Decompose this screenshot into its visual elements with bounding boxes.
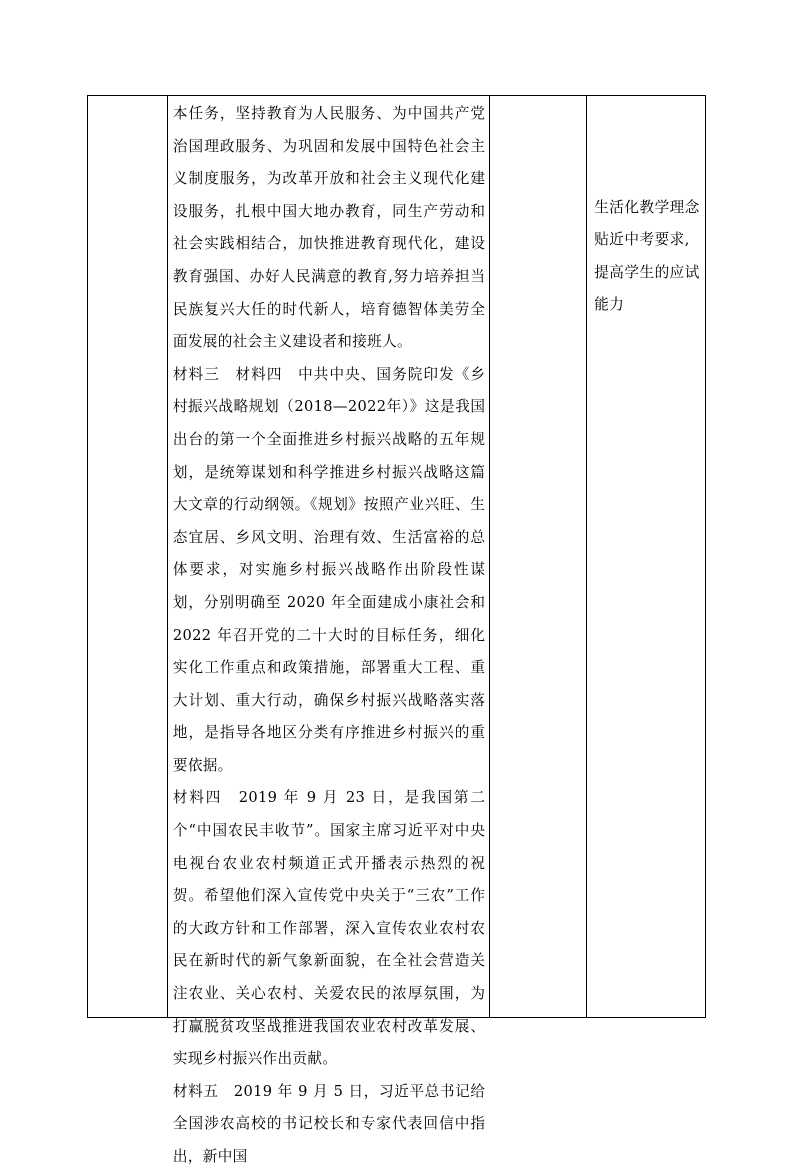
design-intent-note: 生活化教学理念贴近中考要求,提高学生的应试能力 — [594, 199, 700, 314]
paragraph-task: 本任务，坚持教育为人民服务、为中国共产党治国理政服务、为巩固和发展中国特色社会主义制度服务，为改革开放和社会主义现代化建设服务，扎根中国大地办教育，同生产劳动和社会实践相结合，加快推进教育现代化，建设教育强国、办好人民满意的教育,努力培养担当民族复兴大任的时代新人，培育德智体美劳全面发展的社会主义建设者和接班人。 — [172, 105, 486, 351]
paragraph-material-3: 材料三 材料四 中共中央、国务院印发《乡村振兴战略规划（2018—2022年）》这是我国出台的第一个全面推进乡村振兴战略的五年规划，是统筹谋划和科学推进乡村振兴战略这篇大文章的行动纲领。《规划》按照产业兴旺、生态宜居、乡风文明、治理有效、生活富裕的总体要求，对实施乡村振兴战略作出阶段性谋划，分别明确至 2020 年全面建成小康社会和 2022 年召开党的二十大时的目标任务，细化实化工作重点和政策措施，部署重大工程、重大计划、重大行动，确保乡村振兴战略落实落地，是指导各地区分类有序推进乡村振兴的重要依据。 — [172, 365, 486, 774]
table-column-3 — [490, 96, 587, 1018]
table-column-notes — [587, 96, 706, 1018]
lesson-plan-table — [87, 95, 706, 1165]
paragraph-material-4: 材料四 2019 年 9 月 23 日，是我国第二个“中国农民丰收节”。国家主席习近平对中央电视台农业农村频道正式开播表示热烈的祝贺。希望他们深入宣传党中央关于“三农”工作的大政方针和工作部署，深入宣传农业农村农民在新时代的新气象新面貌，在全社会营造关注农业、关心农村、关爱农民的浓厚氛围，为打赢脱贫攻坚战推进我国农业农村改革发展、实现乡村振兴作出贡献。 — [172, 789, 486, 1068]
paragraph-material-5: 材料五 2019 年 9 月 5 日，习近平总书记给全国涉农高校的书记校长和专家代表回信中指出，新中国 — [172, 1082, 486, 1165]
table-column-content — [168, 96, 490, 1165]
table-column-1 — [88, 96, 168, 1018]
